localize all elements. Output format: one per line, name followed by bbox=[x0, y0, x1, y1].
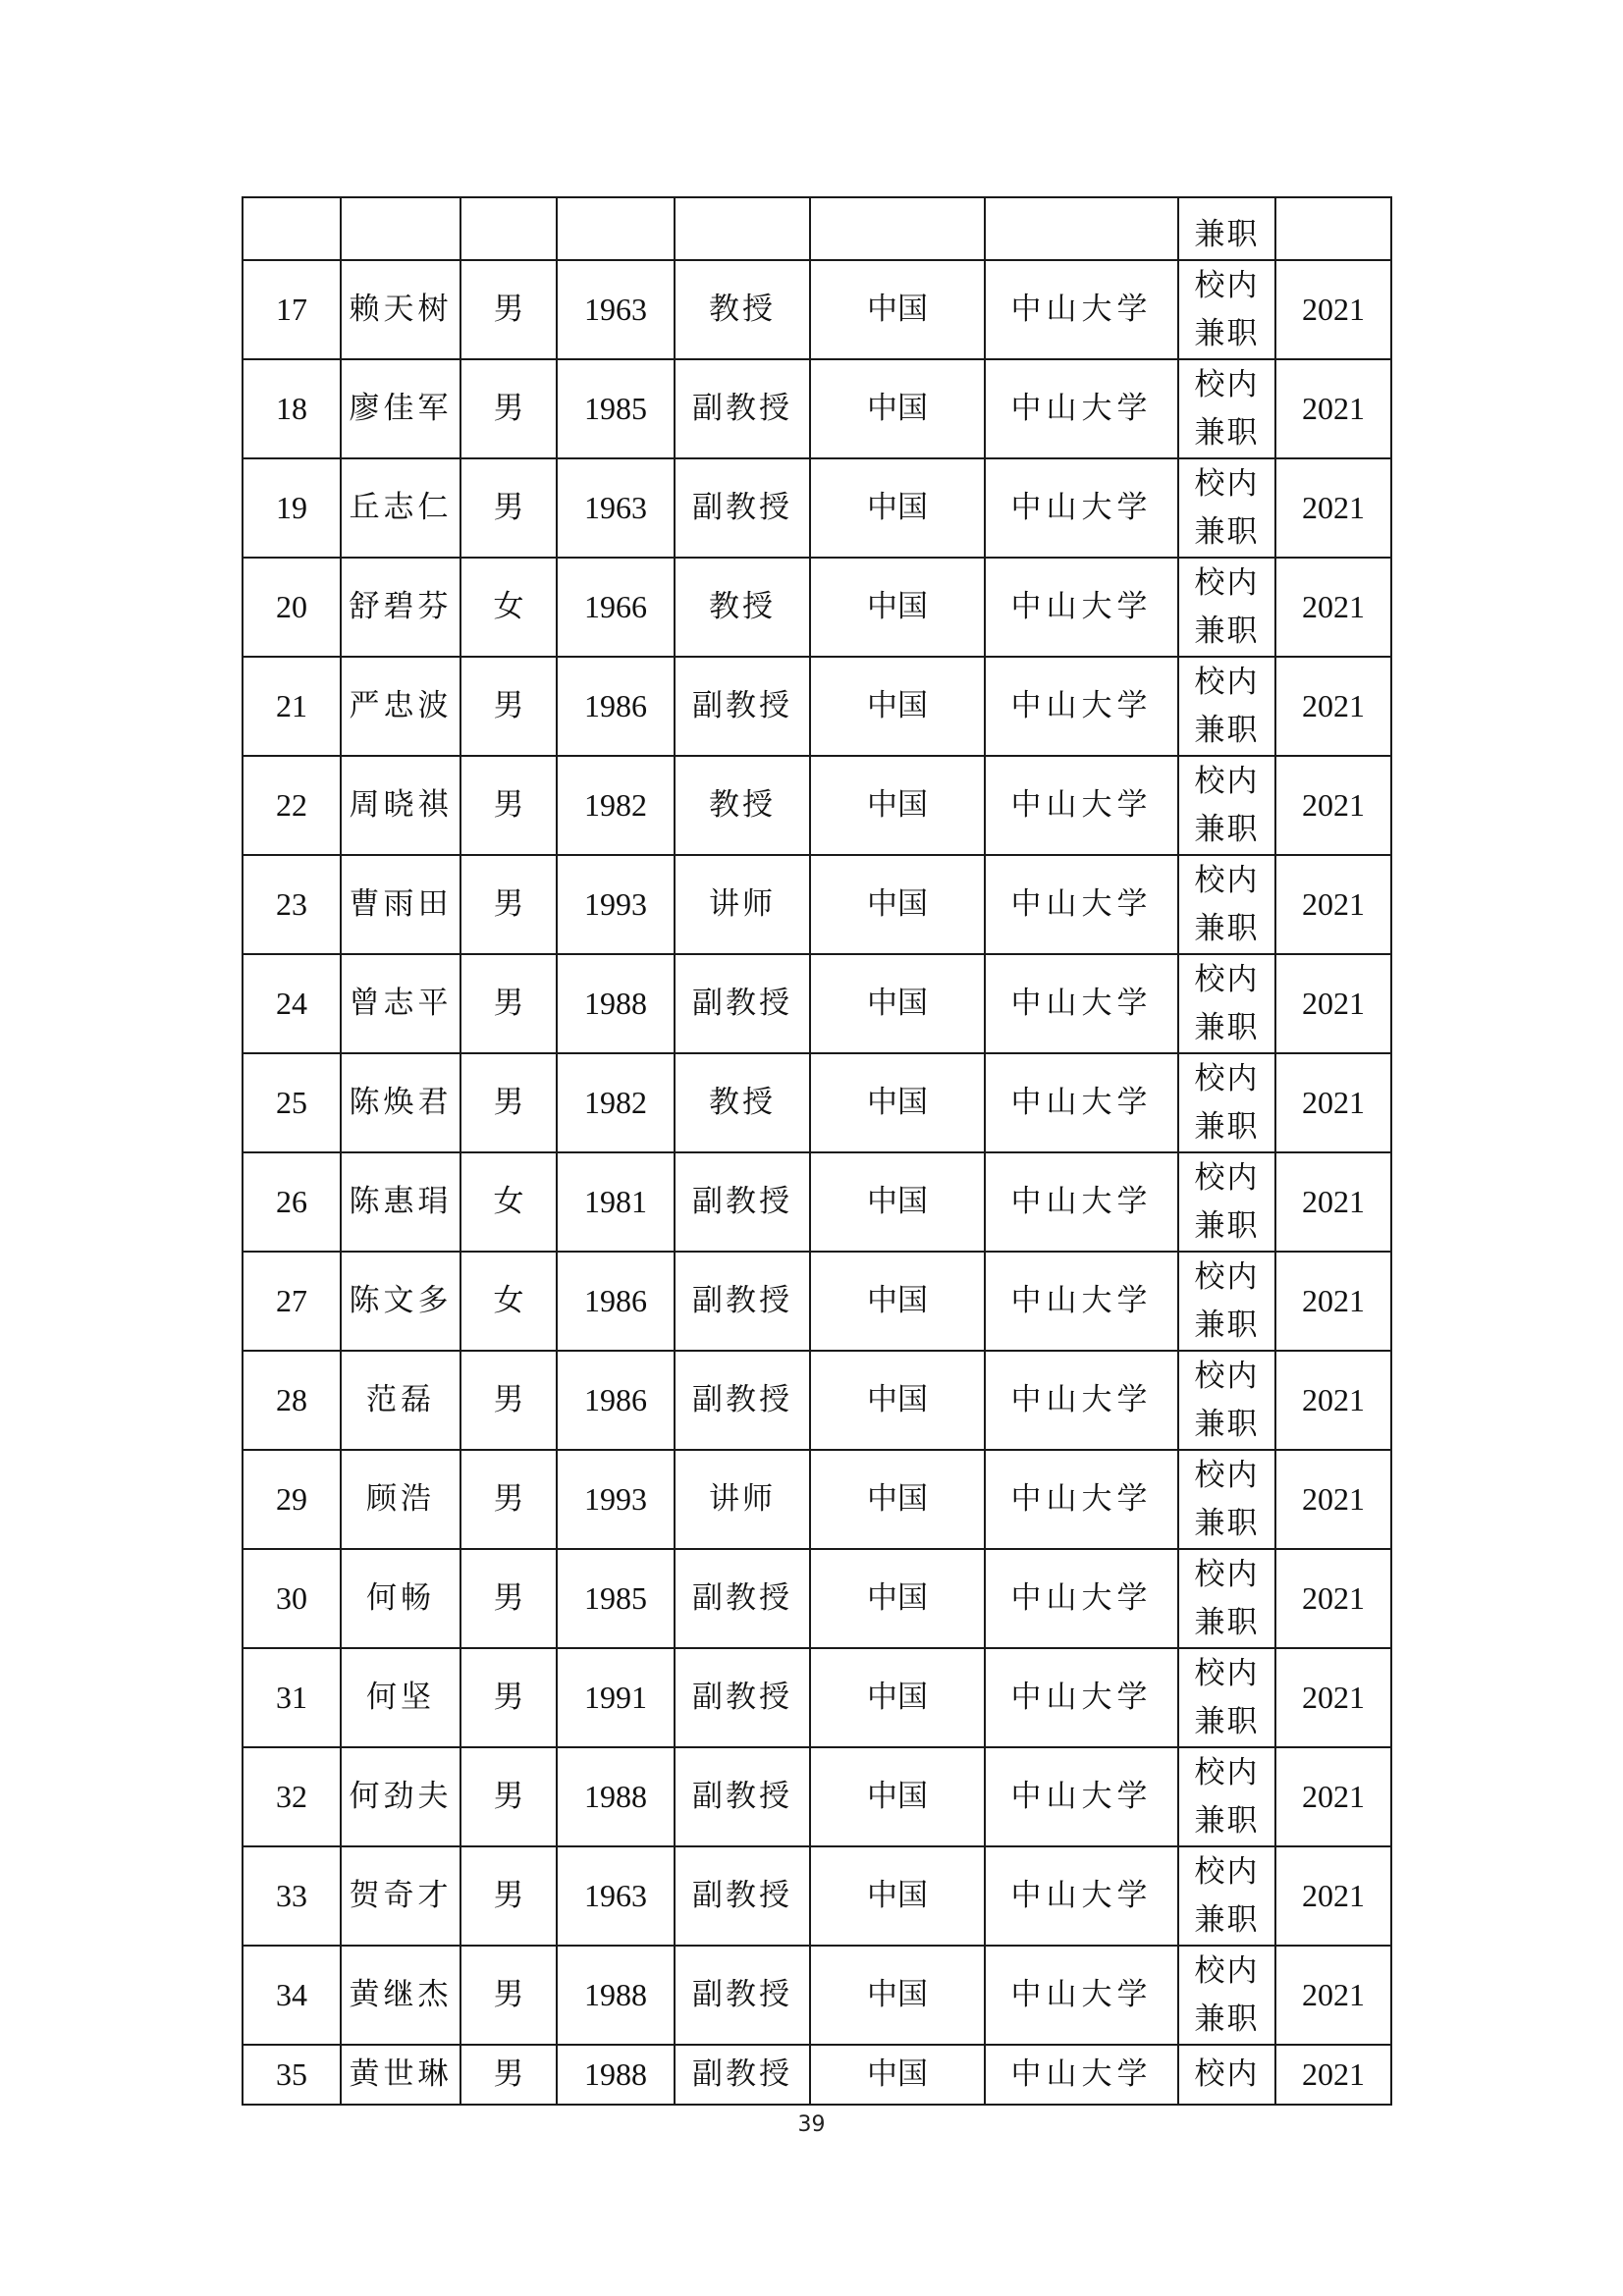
cell-type bbox=[1178, 260, 1275, 359]
cell-name: 黄世琳 bbox=[341, 2045, 460, 2105]
cell-start-year: 2021 bbox=[1275, 1351, 1391, 1450]
cell-unit: 中山大学 bbox=[985, 1946, 1178, 2045]
cell-gender: 男 bbox=[460, 657, 557, 756]
cell-type bbox=[1178, 2045, 1275, 2105]
table-row bbox=[243, 1648, 1391, 1747]
type-line1: 校内 bbox=[1194, 1060, 1260, 1096]
cell-title: 教授 bbox=[675, 260, 810, 359]
table-row bbox=[243, 954, 1391, 1053]
cell-unit: 中山大学 bbox=[985, 458, 1178, 558]
cell-year: 1963 bbox=[557, 1846, 675, 1946]
cell-title: 副教授 bbox=[675, 1747, 810, 1846]
staff-table bbox=[242, 196, 1392, 2106]
cell-start-year: 2021 bbox=[1275, 558, 1391, 657]
cell-name: 周晓祺 bbox=[341, 756, 460, 855]
cell-no: 27 bbox=[243, 1252, 341, 1351]
cell-gender: 男 bbox=[460, 1747, 557, 1846]
cell-no: 26 bbox=[243, 1152, 341, 1252]
cell-name: 陈焕君 bbox=[341, 1053, 460, 1152]
cell-unit: 中山大学 bbox=[985, 1747, 1178, 1846]
cell-start-year: 2021 bbox=[1275, 359, 1391, 458]
cell-type bbox=[1178, 1351, 1275, 1450]
cell-title: 副教授 bbox=[675, 1549, 810, 1648]
cell-no: 23 bbox=[243, 855, 341, 954]
cell-year: 1963 bbox=[557, 260, 675, 359]
type-line2: 兼职 bbox=[1194, 1307, 1260, 1343]
cell-gender: 男 bbox=[460, 756, 557, 855]
cell-no: 28 bbox=[243, 1351, 341, 1450]
cell-title: 教授 bbox=[675, 1053, 810, 1152]
cell-no: 18 bbox=[243, 359, 341, 458]
cell-type bbox=[1178, 1747, 1275, 1846]
cell-no: 20 bbox=[243, 558, 341, 657]
cell-year: 1986 bbox=[557, 657, 675, 756]
cell-year: 1981 bbox=[557, 1152, 675, 1252]
cell-title: 副教授 bbox=[675, 1152, 810, 1252]
table-row-continued bbox=[243, 197, 1391, 260]
cell-type bbox=[1178, 756, 1275, 855]
cell-start-year: 2021 bbox=[1275, 1152, 1391, 1252]
cell-year: 1985 bbox=[557, 359, 675, 458]
cell-name: 顾浩 bbox=[341, 1450, 460, 1549]
cell-start-year: 2021 bbox=[1275, 855, 1391, 954]
cell-gender: 男 bbox=[460, 359, 557, 458]
cell-start-year: 2021 bbox=[1275, 1450, 1391, 1549]
type-line1: 校内 bbox=[1194, 1853, 1260, 1890]
cell-year: 1988 bbox=[557, 1747, 675, 1846]
cell-unit: 中山大学 bbox=[985, 855, 1178, 954]
type-line1: 校内 bbox=[1194, 366, 1260, 402]
cell-gender: 男 bbox=[460, 855, 557, 954]
cell-title: 副教授 bbox=[675, 1648, 810, 1747]
type-line1: 校内 bbox=[1194, 1258, 1260, 1295]
cell-year: 1993 bbox=[557, 855, 675, 954]
type-line1: 校内 bbox=[1194, 1655, 1260, 1691]
type-line1: 校内 bbox=[1194, 862, 1260, 898]
cell-unit: 中山大学 bbox=[985, 1053, 1178, 1152]
table-row bbox=[243, 1846, 1391, 1946]
cell-country: 中国 bbox=[810, 260, 985, 359]
table-row bbox=[243, 1946, 1391, 2045]
table-row bbox=[243, 1450, 1391, 1549]
cell-title: 副教授 bbox=[675, 954, 810, 1053]
table-row bbox=[243, 1351, 1391, 1450]
cell-country: 中国 bbox=[810, 756, 985, 855]
type-line2: 兼职 bbox=[1194, 1703, 1260, 1739]
cell-country: 中国 bbox=[810, 1648, 985, 1747]
cell-type bbox=[1178, 1152, 1275, 1252]
cell-year: 1993 bbox=[557, 1450, 675, 1549]
cell-no: 17 bbox=[243, 260, 341, 359]
cell-gender: 男 bbox=[460, 1450, 557, 1549]
type-line2: 兼职 bbox=[1194, 1009, 1260, 1045]
cell-year: 1982 bbox=[557, 1053, 675, 1152]
cell-name: 陈文多 bbox=[341, 1252, 460, 1351]
type-line1: 校内 bbox=[1194, 763, 1260, 799]
cell-year: 1991 bbox=[557, 1648, 675, 1747]
cell-gender: 女 bbox=[460, 1152, 557, 1252]
type-line2: 兼职 bbox=[1194, 1108, 1260, 1145]
type-line2: 兼职 bbox=[1194, 2001, 1260, 2037]
type-line1: 校内 bbox=[1194, 1159, 1260, 1196]
type-line2: 兼职 bbox=[1194, 811, 1260, 847]
cell-name bbox=[341, 197, 460, 260]
type-line2: 兼职 bbox=[1194, 315, 1260, 351]
cell-no: 30 bbox=[243, 1549, 341, 1648]
cell-name: 舒碧芬 bbox=[341, 558, 460, 657]
cell-type bbox=[1178, 855, 1275, 954]
cell-name: 何坚 bbox=[341, 1648, 460, 1747]
cell-title: 副教授 bbox=[675, 657, 810, 756]
type-line2: 兼职 bbox=[1194, 1604, 1260, 1640]
cell-name: 曹雨田 bbox=[341, 855, 460, 954]
cell-name: 丘志仁 bbox=[341, 458, 460, 558]
cell-no: 31 bbox=[243, 1648, 341, 1747]
table-row bbox=[243, 756, 1391, 855]
cell-name: 何畅 bbox=[341, 1549, 460, 1648]
table-row bbox=[243, 1747, 1391, 1846]
cell-no bbox=[243, 197, 341, 260]
cell-type bbox=[1178, 1946, 1275, 2045]
type-line1: 校内 bbox=[1194, 1457, 1260, 1493]
cell-unit: 中山大学 bbox=[985, 1351, 1178, 1450]
type-line2: 兼职 bbox=[1194, 1207, 1260, 1244]
cell-start-year: 2021 bbox=[1275, 1252, 1391, 1351]
cell-country: 中国 bbox=[810, 1846, 985, 1946]
cell-year: 1986 bbox=[557, 1351, 675, 1450]
cell-country: 中国 bbox=[810, 458, 985, 558]
cell-start-year: 2021 bbox=[1275, 954, 1391, 1053]
table-row bbox=[243, 1152, 1391, 1252]
table-row bbox=[243, 1053, 1391, 1152]
cell-unit: 中山大学 bbox=[985, 756, 1178, 855]
cell-gender: 男 bbox=[460, 1053, 557, 1152]
type-line2: 兼职 bbox=[1194, 513, 1260, 550]
cell-year: 1985 bbox=[557, 1549, 675, 1648]
cell-no: 35 bbox=[243, 2045, 341, 2105]
table-row bbox=[243, 1549, 1391, 1648]
cell-name: 廖佳军 bbox=[341, 359, 460, 458]
cell-name: 贺奇才 bbox=[341, 1846, 460, 1946]
cell-year: 1988 bbox=[557, 1946, 675, 2045]
table-row bbox=[243, 657, 1391, 756]
cell-title: 副教授 bbox=[675, 359, 810, 458]
cell-type bbox=[1178, 1252, 1275, 1351]
cell-title: 副教授 bbox=[675, 1846, 810, 1946]
type-line2: 兼职 bbox=[1194, 910, 1260, 946]
cell-type bbox=[1178, 1648, 1275, 1747]
cell-no: 29 bbox=[243, 1450, 341, 1549]
cell-unit: 中山大学 bbox=[985, 558, 1178, 657]
cell-title: 教授 bbox=[675, 756, 810, 855]
type-line1: 校内 bbox=[1194, 961, 1260, 997]
cell-type bbox=[1178, 1549, 1275, 1648]
cell-type bbox=[1178, 954, 1275, 1053]
cell-unit: 中山大学 bbox=[985, 1252, 1178, 1351]
cell-name: 陈惠琄 bbox=[341, 1152, 460, 1252]
table-row bbox=[243, 2045, 1391, 2105]
cell-start-year: 2021 bbox=[1275, 2045, 1391, 2105]
cell-country: 中国 bbox=[810, 1351, 985, 1450]
cell-year: 1963 bbox=[557, 458, 675, 558]
cell-type bbox=[1178, 1846, 1275, 1946]
cell-unit: 中山大学 bbox=[985, 1152, 1178, 1252]
cell-type bbox=[1178, 1053, 1275, 1152]
type-line1: 校内 bbox=[1194, 1556, 1260, 1592]
cell-unit: 中山大学 bbox=[985, 954, 1178, 1053]
cell-country: 中国 bbox=[810, 359, 985, 458]
cell-gender: 男 bbox=[460, 260, 557, 359]
cell-gender: 男 bbox=[460, 458, 557, 558]
cell-year: 1986 bbox=[557, 1252, 675, 1351]
cell-year: 1988 bbox=[557, 2045, 675, 2105]
table-row bbox=[243, 359, 1391, 458]
cell-country: 中国 bbox=[810, 1450, 985, 1549]
cell-title: 讲师 bbox=[675, 1450, 810, 1549]
cell-year: 1966 bbox=[557, 558, 675, 657]
cell-country: 中国 bbox=[810, 1252, 985, 1351]
cell-title: 副教授 bbox=[675, 1252, 810, 1351]
type-line2: 兼职 bbox=[1194, 613, 1260, 649]
cell-year bbox=[557, 197, 675, 260]
cell-unit: 中山大学 bbox=[985, 2045, 1178, 2105]
cell-unit: 中山大学 bbox=[985, 359, 1178, 458]
cell-no: 32 bbox=[243, 1747, 341, 1846]
type-line2: 兼职 bbox=[1194, 1802, 1260, 1839]
cell-no: 34 bbox=[243, 1946, 341, 2045]
cell-type bbox=[1178, 458, 1275, 558]
cell-type bbox=[1178, 657, 1275, 756]
cell-unit: 中山大学 bbox=[985, 657, 1178, 756]
cell-country: 中国 bbox=[810, 1747, 985, 1846]
cell-unit: 中山大学 bbox=[985, 260, 1178, 359]
type-line1: 校内 bbox=[1194, 1754, 1260, 1790]
cell-start-year: 2021 bbox=[1275, 1648, 1391, 1747]
type-line1: 校内 bbox=[1194, 664, 1260, 700]
cell-country: 中国 bbox=[810, 1152, 985, 1252]
cell-no: 25 bbox=[243, 1053, 341, 1152]
cell-country: 中国 bbox=[810, 2045, 985, 2105]
cell-no: 24 bbox=[243, 954, 341, 1053]
cell-gender: 男 bbox=[460, 1351, 557, 1450]
type-line2: 兼职 bbox=[1194, 414, 1260, 451]
cell-start-year: 2021 bbox=[1275, 1053, 1391, 1152]
cell-unit: 中山大学 bbox=[985, 1450, 1178, 1549]
cell-type bbox=[1178, 558, 1275, 657]
cell-start-year: 2021 bbox=[1275, 1747, 1391, 1846]
cell-gender: 男 bbox=[460, 954, 557, 1053]
cell-no: 22 bbox=[243, 756, 341, 855]
cell-unit bbox=[985, 197, 1178, 260]
cell-type bbox=[1178, 1450, 1275, 1549]
cell-name: 严忠波 bbox=[341, 657, 460, 756]
cell-no: 21 bbox=[243, 657, 341, 756]
cell-start-year: 2021 bbox=[1275, 260, 1391, 359]
cell-country bbox=[810, 197, 985, 260]
cell-title: 副教授 bbox=[675, 458, 810, 558]
cell-country: 中国 bbox=[810, 1549, 985, 1648]
cell-type bbox=[1178, 197, 1275, 260]
cell-start-year: 2021 bbox=[1275, 1846, 1391, 1946]
cell-gender: 男 bbox=[460, 1648, 557, 1747]
table-row bbox=[243, 1252, 1391, 1351]
cell-start-year: 2021 bbox=[1275, 657, 1391, 756]
cell-country: 中国 bbox=[810, 1053, 985, 1152]
type-line1: 校内 bbox=[1194, 564, 1260, 601]
type-line1: 校内 bbox=[1194, 1952, 1260, 1989]
cell-gender: 女 bbox=[460, 558, 557, 657]
type-line1: 校内 bbox=[1194, 2056, 1260, 2092]
cell-no: 33 bbox=[243, 1846, 341, 1946]
cell-title: 副教授 bbox=[675, 1946, 810, 2045]
cell-title: 教授 bbox=[675, 558, 810, 657]
cell-unit: 中山大学 bbox=[985, 1549, 1178, 1648]
page-number: 39 bbox=[797, 2112, 826, 2137]
cell-name: 黄继杰 bbox=[341, 1946, 460, 2045]
table-row bbox=[243, 260, 1391, 359]
cell-name: 曾志平 bbox=[341, 954, 460, 1053]
cell-title: 讲师 bbox=[675, 855, 810, 954]
cell-gender: 男 bbox=[460, 1946, 557, 2045]
cell-start-year: 2021 bbox=[1275, 1946, 1391, 2045]
type-line1: 校内 bbox=[1194, 465, 1260, 502]
cell-name: 何劲夫 bbox=[341, 1747, 460, 1846]
table-row bbox=[243, 458, 1391, 558]
cell-unit: 中山大学 bbox=[985, 1846, 1178, 1946]
cell-country: 中国 bbox=[810, 855, 985, 954]
cell-gender bbox=[460, 197, 557, 260]
cell-gender: 男 bbox=[460, 1846, 557, 1946]
type-line1: 校内 bbox=[1194, 267, 1260, 303]
cell-country: 中国 bbox=[810, 558, 985, 657]
cell-start-year: 2021 bbox=[1275, 458, 1391, 558]
cell-unit: 中山大学 bbox=[985, 1648, 1178, 1747]
cell-type bbox=[1178, 359, 1275, 458]
type-line2: 兼职 bbox=[1194, 1505, 1260, 1541]
table-row bbox=[243, 855, 1391, 954]
cell-country: 中国 bbox=[810, 954, 985, 1053]
cell-country: 中国 bbox=[810, 1946, 985, 2045]
table-body bbox=[243, 197, 1391, 2105]
cell-year: 1982 bbox=[557, 756, 675, 855]
cell-title bbox=[675, 197, 810, 260]
cell-start-year: 2021 bbox=[1275, 1549, 1391, 1648]
type-line1: 校内 bbox=[1194, 1358, 1260, 1394]
type-line2: 兼职 bbox=[1194, 712, 1260, 748]
cell-title: 副教授 bbox=[675, 1351, 810, 1450]
cell-gender: 女 bbox=[460, 1252, 557, 1351]
table-row bbox=[243, 558, 1391, 657]
cell-title: 副教授 bbox=[675, 2045, 810, 2105]
cell-gender: 男 bbox=[460, 1549, 557, 1648]
type-line2: 兼职 bbox=[1194, 217, 1260, 252]
type-line2: 兼职 bbox=[1194, 1901, 1260, 1938]
cell-start-year: 2021 bbox=[1275, 756, 1391, 855]
type-line2: 兼职 bbox=[1194, 1406, 1260, 1442]
cell-name: 范磊 bbox=[341, 1351, 460, 1450]
cell-year: 1988 bbox=[557, 954, 675, 1053]
cell-name: 赖天树 bbox=[341, 260, 460, 359]
cell-start-year bbox=[1275, 197, 1391, 260]
cell-no: 19 bbox=[243, 458, 341, 558]
cell-country: 中国 bbox=[810, 657, 985, 756]
cell-gender: 男 bbox=[460, 2045, 557, 2105]
